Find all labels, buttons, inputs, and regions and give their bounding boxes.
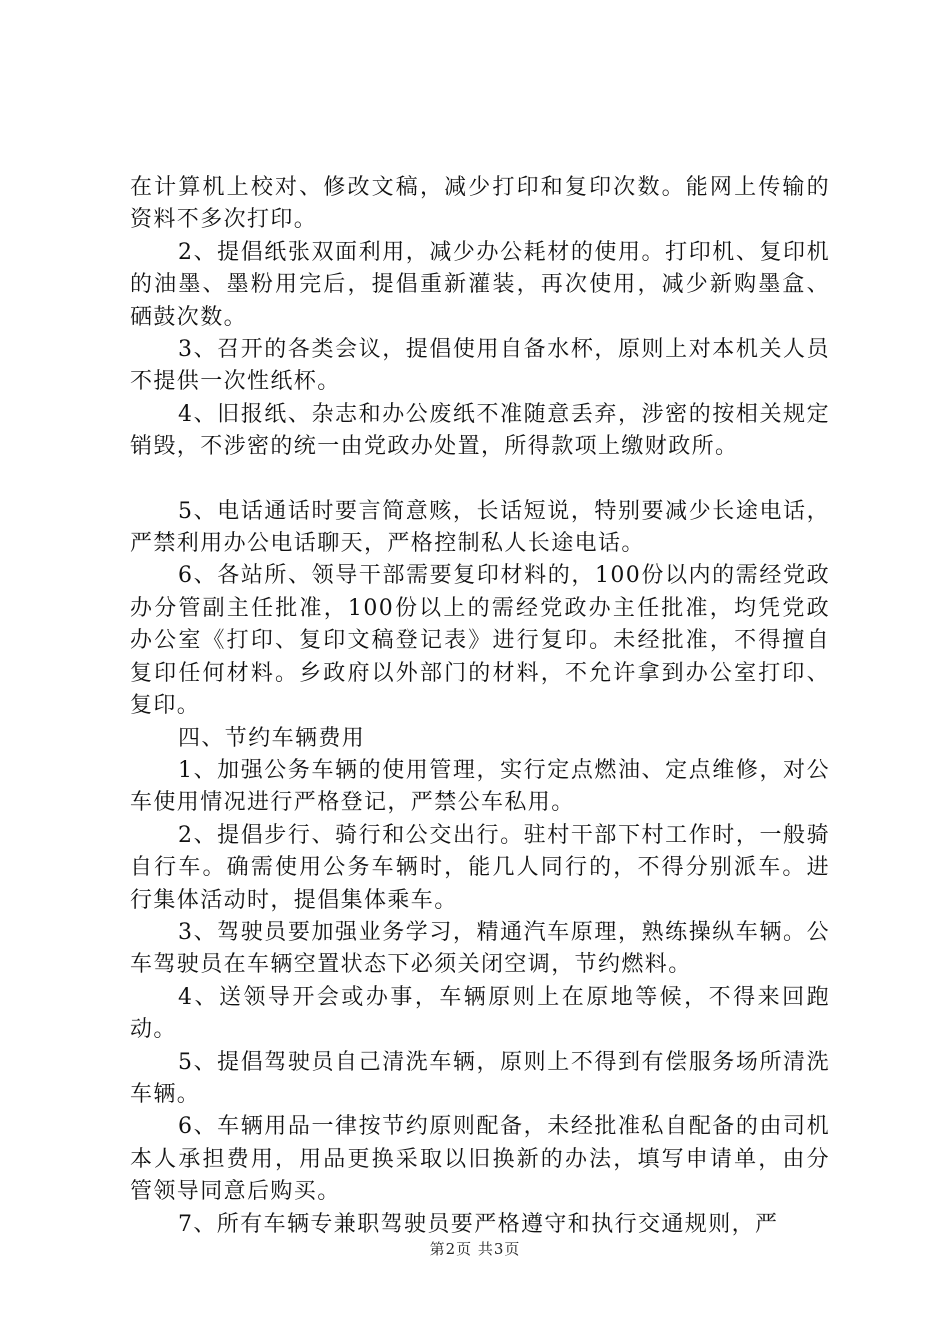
- paragraph-vehicle-5: 5、提倡驾驶员自己清洗车辆，原则上不得到有偿服务场所清洗车辆。: [130, 1049, 830, 1107]
- paragraph-item-4: 4、旧报纸、杂志和办公废纸不准随意丢弃，涉密的按相关规定销毁，不涉密的统一由党政办处置，所得款项上缴财政所。: [130, 401, 830, 460]
- document-body: [130, 172, 830, 1241]
- paragraph-vehicle-6: 6、车辆用品一律按节约原则配备，未经批准私自配备的由司机本人承担费用，用品更换采取以旧换新的办法，填写申请单，由分管领导同意后购买。: [130, 1114, 830, 1205]
- paragraph-vehicle-3: 3、驾驶员要加强业务学习，精通汽车原理，熟练操纵车辆。公车驾驶员在车辆空置状态下必须关闭空调，节约燃料。: [130, 919, 830, 978]
- paragraph-item-6: 6、各站所、领导干部需要复印材料的，100份以内的需经党政办分管副主任批准，100份以上的需经党政办主任批准，均凭党政办公室《打印、复印文稿登记表》进行复印。未经批准，不得擅自复印任何材料。乡政府以外部门的材料，不允许拿到办公室打印、复印。: [130, 563, 830, 719]
- paragraph-continuation: 在计算机上校对、修改文稿，减少打印和复印次数。能网上传输的资料不多次打印。: [130, 175, 830, 233]
- paragraph-vehicle-1: 1、加强公务车辆的使用管理，实行定点燃油、定点维修，对公车使用情况进行严格登记，严禁公车私用。: [130, 757, 830, 816]
- paragraph-vehicle-7: 7、所有车辆专兼职驾驶员要严格遵守和执行交通规则，严: [178, 1211, 779, 1237]
- paragraph-item-3: 3、召开的各类会议，提倡使用自备水杯，原则上对本机关人员不提供一次性纸杯。: [130, 337, 830, 395]
- section-heading-vehicle-costs: 四、节约车辆费用: [178, 725, 366, 751]
- page-number-footer: 第2页 共3页: [429, 1240, 521, 1258]
- paragraph-vehicle-4: 4、送领导开会或办事，车辆原则上在原地等候，不得来回跑动。: [130, 984, 830, 1043]
- paragraph-vehicle-2: 2、提倡步行、骑行和公交出行。驻村干部下村工作时，一般骑自行车。确需使用公务车辆时，能几人同行的，不得分别派车。进行集体活动时，提倡集体乘车。: [130, 822, 830, 913]
- paragraph-item-2: 2、提倡纸张双面利用，减少办公耗材的使用。打印机、复印机的油墨、墨粉用完后，提倡重新灌装，再次使用，减少新购墨盒、硒鼓次数。: [130, 239, 830, 330]
- paragraph-item-5: 5、电话通话时要言简意赅，长话短说，特别要减少长途电话，严禁利用办公电话聊天，严格控制私人长途电话。: [130, 498, 830, 557]
